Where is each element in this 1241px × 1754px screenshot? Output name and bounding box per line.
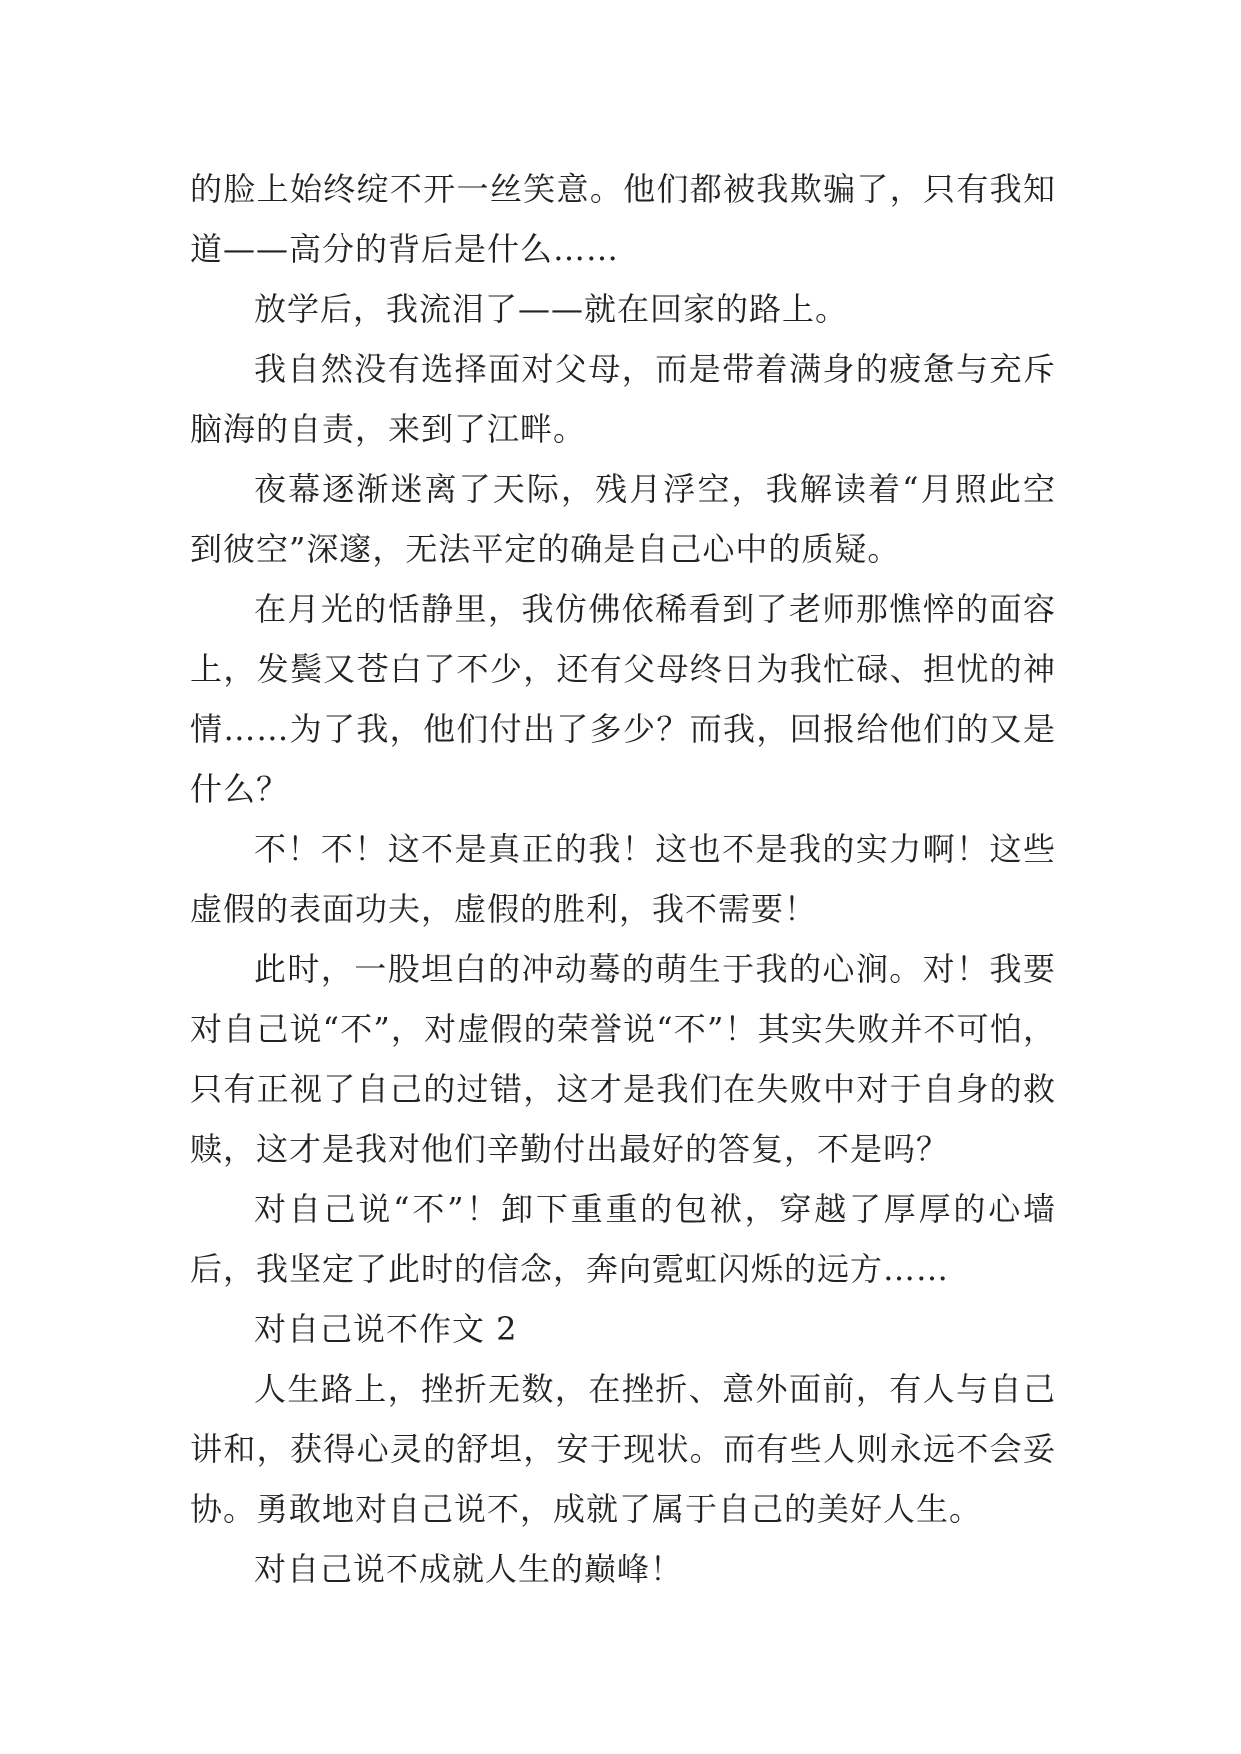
paragraph-1: 的脸上始终绽不开一丝笑意。他们都被我欺骗了，只有我知道——高分的背后是什么…… <box>190 170 1056 268</box>
essay-body <box>190 159 1056 1599</box>
paragraph-10: 对自己说不成就人生的巅峰！ <box>254 1550 684 1588</box>
paragraph-6: 不！不！这不是真正的我！这也不是我的实力啊！这些虚假的表面功夫，虚假的胜利，我不需要！ <box>190 830 1056 928</box>
paragraph-7: 此时，一股坦白的冲动蓦的萌生于我的心涧。对！我要对自己说“不”，对虚假的荣誉说“不”！其实失败并不可怕，只有正视了自己的过错，这才是我们在失败中对于自身的救赎，这才是我对他们辛勤付出最好的答复，不是吗？ <box>190 950 1056 1168</box>
paragraph-4: 夜幕逐渐迷离了天际，残月浮空，我解读着“月照此空到彼空”深邃，无法平定的确是自己心中的质疑。 <box>190 470 1056 568</box>
paragraph-5: 在月光的恬静里，我仿佛依稀看到了老师那憔悴的面容上，发鬓又苍白了不少，还有父母终日为我忙碌、担忧的神情……为了我，他们付出了多少？而我，回报给他们的又是什么？ <box>190 590 1056 808</box>
paragraph-8: 对自己说“不”！卸下重重的包袱，穿越了厚厚的心墙后，我坚定了此时的信念，奔向霓虹闪烁的远方…… <box>190 1190 1056 1288</box>
paragraph-9: 人生路上，挫折无数，在挫折、意外面前，有人与自己讲和，获得心灵的舒坦，安于现状。而有些人则永远不会妥协。勇敢地对自己说不，成就了属于自己的美好人生。 <box>190 1370 1056 1528</box>
paragraph-2: 放学后，我流泪了——就在回家的路上。 <box>254 290 849 328</box>
section-heading: 对自己说不作文 2 <box>254 1310 518 1348</box>
paragraph-3: 我自然没有选择面对父母，而是带着满身的疲惫与充斥脑海的自责，来到了江畔。 <box>190 350 1056 448</box>
